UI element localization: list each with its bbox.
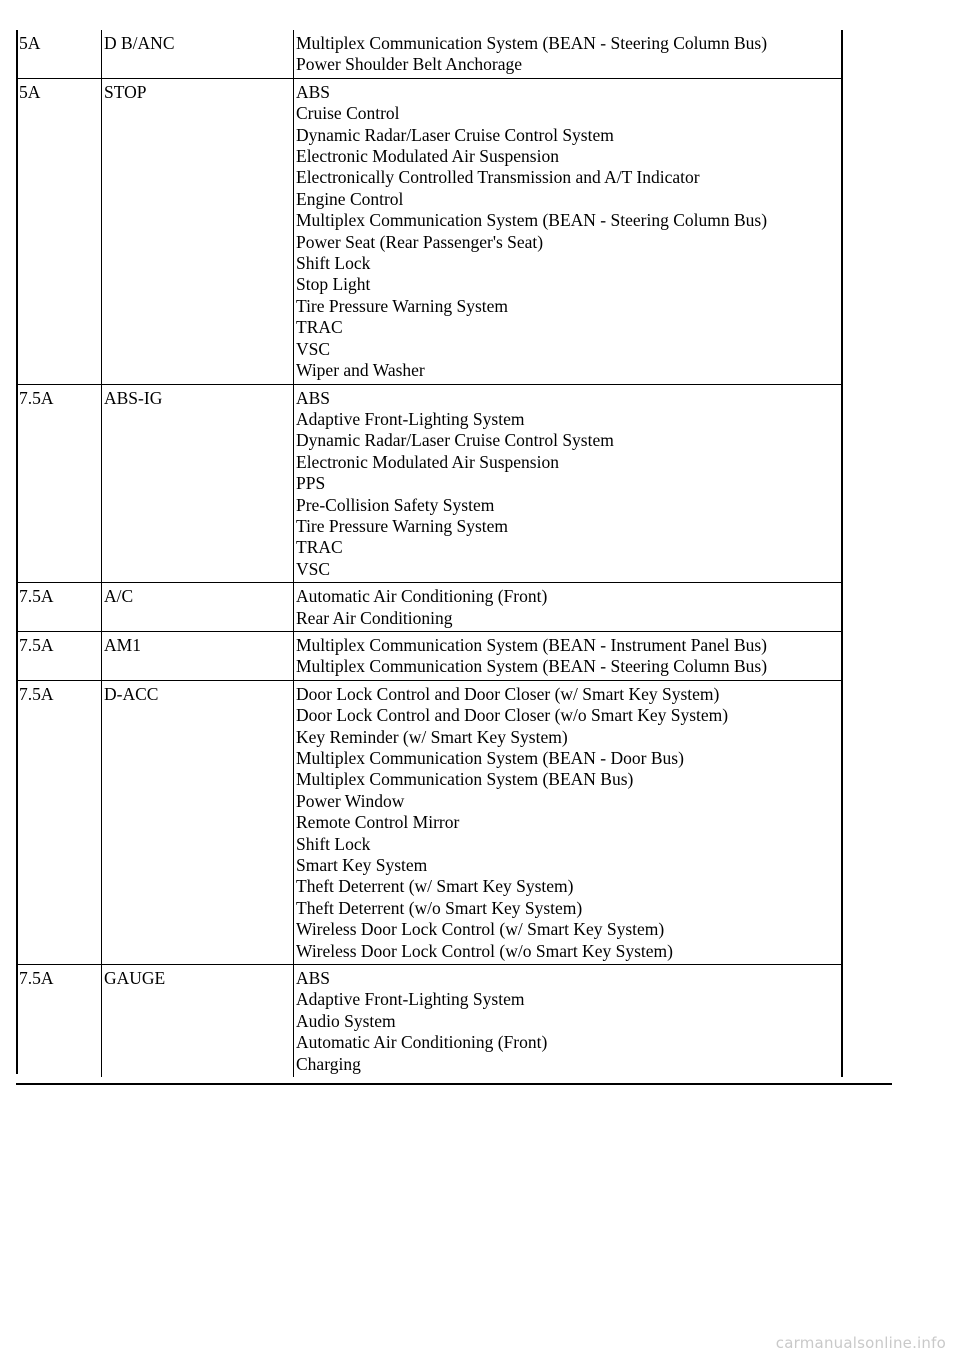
circuit-item: Stop Light — [296, 274, 371, 295]
circuit-item: Pre-Collision Safety System — [296, 494, 495, 515]
circuit-item: Key Reminder (w/ Smart Key System) — [296, 726, 568, 747]
fuse-table — [17, 30, 843, 1077]
circuit-item: Power Seat (Rear Passenger's Seat) — [296, 231, 544, 252]
fuse-amperage: 7.5A — [17, 583, 102, 631]
table-row — [17, 632, 843, 681]
circuit-item: Electronic Modulated Air Suspension — [296, 146, 559, 167]
circuit-item: Adaptive Front-Lighting System — [296, 989, 525, 1010]
table-row — [17, 385, 843, 584]
circuit-item: ABS — [296, 81, 331, 102]
circuit-item: Rear Air Conditioning — [296, 607, 453, 628]
fuse-amperage: 5A — [17, 30, 102, 78]
circuit-item: Tire Pressure Warning System — [296, 295, 508, 316]
circuit-list — [294, 632, 843, 680]
circuit-item: TRAC — [296, 317, 343, 338]
table-row — [17, 965, 843, 1077]
circuit-item: Dynamic Radar/Laser Cruise Control System — [296, 430, 614, 451]
circuit-item: Wiper and Washer — [296, 360, 425, 381]
circuit-item: Automatic Air Conditioning (Front) — [296, 586, 548, 607]
circuit-item: Electronic Modulated Air Suspension — [296, 451, 559, 472]
circuit-item: Theft Deterrent (w/ Smart Key System) — [296, 876, 574, 897]
circuit-item: Door Lock Control and Door Closer (w/ Smart Key System) — [296, 683, 720, 704]
circuit-item: Multiplex Communication System (BEAN - Instrument Panel Bus) — [296, 634, 768, 655]
circuit-item: VSC — [296, 338, 331, 359]
circuit-item: Multiplex Communication System (BEAN - Steering Column Bus) — [296, 210, 768, 231]
fuse-amperage: 5A — [17, 79, 102, 384]
fuse-name: D-ACC — [102, 681, 294, 964]
circuit-item: Multiplex Communication System (BEAN - Door Bus) — [296, 748, 684, 768]
circuit-item: Adaptive Front-Lighting System — [296, 408, 525, 429]
watermark: carmanualsonline.info — [775, 1334, 946, 1352]
circuit-list — [294, 583, 843, 631]
table-row — [17, 79, 843, 385]
circuit-list — [294, 30, 843, 78]
circuit-item: ABS — [296, 387, 331, 408]
circuit-item: Smart Key System — [296, 855, 428, 876]
table-row — [17, 681, 843, 965]
circuit-list — [294, 681, 843, 964]
fuse-name: STOP — [102, 79, 294, 384]
circuit-item: Theft Deterrent (w/o Smart Key System) — [296, 897, 583, 918]
fuse-name: ABS-IG — [102, 385, 294, 583]
circuit-item: Multiplex Communication System (BEAN Bus) — [296, 769, 634, 790]
circuit-item: Power Window — [296, 790, 405, 811]
circuit-item: Dynamic Radar/Laser Cruise Control System — [296, 124, 614, 145]
circuit-list — [294, 965, 843, 1077]
circuit-item: Multiplex Communication System (BEAN - Steering Column Bus) — [296, 656, 768, 677]
circuit-list — [294, 79, 843, 384]
fuse-amperage: 7.5A — [17, 681, 102, 964]
table-row — [17, 583, 843, 632]
circuit-item: Automatic Air Conditioning (Front) — [296, 1032, 548, 1053]
circuit-item: VSC — [296, 558, 331, 579]
circuit-item: Charging — [296, 1053, 361, 1074]
circuit-item: Door Lock Control and Door Closer (w/o Smart Key System) — [296, 705, 729, 726]
circuit-item: Multiplex Communication System (BEAN - Steering Column Bus) — [296, 33, 768, 53]
fuse-name: A/C — [102, 583, 294, 631]
fuse-name: GAUGE — [102, 965, 294, 1077]
circuit-list — [294, 385, 843, 583]
fuse-amperage: 7.5A — [17, 632, 102, 680]
circuit-item: TRAC — [296, 537, 343, 558]
fuse-amperage: 7.5A — [17, 965, 102, 1077]
circuit-item: Electronically Controlled Transmission and A/T Indicator — [296, 167, 700, 188]
circuit-item: Remote Control Mirror — [296, 812, 460, 833]
circuit-item: Wireless Door Lock Control (w/o Smart Key System) — [296, 940, 673, 961]
circuit-item: Power Shoulder Belt Anchorage — [296, 54, 522, 75]
fuse-name: D B/ANC — [102, 30, 294, 78]
page-bottom-rule — [16, 1083, 892, 1085]
circuit-item: Shift Lock — [296, 253, 371, 274]
fuse-amperage: 7.5A — [17, 385, 102, 583]
circuit-item: Shift Lock — [296, 833, 371, 854]
circuit-item: Audio System — [296, 1010, 396, 1031]
circuit-item: Cruise Control — [296, 103, 400, 124]
table-row — [17, 30, 843, 79]
circuit-item: Engine Control — [296, 188, 404, 209]
circuit-item: Tire Pressure Warning System — [296, 515, 508, 536]
fuse-name: AM1 — [102, 632, 294, 680]
circuit-item: ABS — [296, 968, 331, 989]
circuit-item: Wireless Door Lock Control (w/ Smart Key System) — [296, 919, 665, 940]
circuit-item: PPS — [296, 473, 326, 494]
